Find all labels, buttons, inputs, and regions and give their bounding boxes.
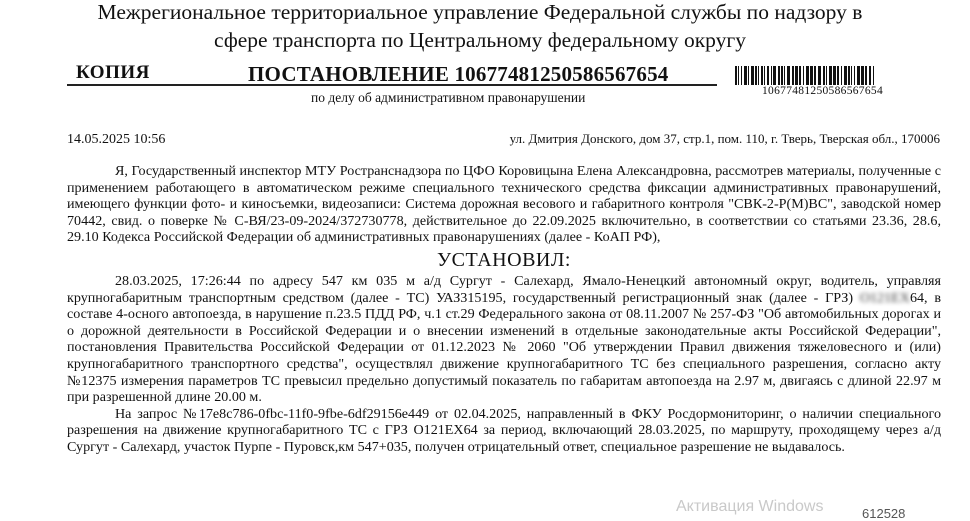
barcode-bar bbox=[861, 66, 864, 85]
document-body bbox=[67, 163, 941, 456]
barcode-bar bbox=[748, 66, 749, 85]
barcode-bar bbox=[751, 66, 754, 85]
barcode-number: 10677481250586567654 bbox=[762, 85, 883, 97]
barcode-bar bbox=[826, 66, 827, 85]
barcode-bar bbox=[799, 66, 801, 85]
barcode-bar bbox=[851, 66, 852, 85]
barcode-bar bbox=[806, 66, 809, 85]
violation-paragraph bbox=[67, 273, 941, 406]
barcode-bar bbox=[781, 66, 783, 85]
authority-line-1: Межрегиональное территориальное управление Федеральной службы по надзору в bbox=[97, 0, 863, 24]
barcode-bar bbox=[823, 66, 825, 85]
violation-text-end: 64, в составе 4-осного автопоезда, в нарушение п.23.5 ПДД РФ, ч.1 ст.29 Федерального закона от 08.11.2007 № 257-ФЗ "Об автомобильных дорогах и о дорожной деятельности в Российской Федерации и о внесении изменений в отдельные законодательные акты Российской Федерации", постановления Правительства Российской Федерации от 01.12.2023 № 2060 "Об утверждении Правил движения тяжеловесного и (или) крупногабаритного транспортного средства", осуществлял движение крупногабаритного ТС без специального разрешения, согласно акту №12375 измерения параметров ТС превысил предельно допустимый показатель по габаритам автопоезда на 2.97 м, двигаясь с длиной 22.97 м при разрешенной длине 20.00 м. bbox=[67, 289, 941, 406]
barcode-bar bbox=[792, 66, 794, 85]
redacted-plate: О121ЕХ bbox=[859, 289, 910, 306]
barcode-bar bbox=[784, 66, 785, 85]
document-address: ул. Дмитрия Донского, дом 37, стр.1, пом. 110, г. Тверь, Тверская обл., 170006 bbox=[509, 131, 940, 146]
violation-text-start: 28.03.2025, 17:26:44 по адресу 547 км 035 м а/д Сургут - Салехард, Ямало-Ненецкий автономный округ, водитель, управляя крупногабаритным транспортным средством (далее - ТС) УАЗ315195, государственный регистрационный знак (далее - ГРЗ) bbox=[67, 272, 941, 306]
barcode-bar bbox=[841, 66, 842, 85]
barcode-bar bbox=[837, 66, 839, 85]
request-paragraph: На запрос №17е8с786-0fbc-11f0-9fbe-6df29156e449 от 02.04.2025, направленный в ФКУ Росдормониторинг, о наличии специального разрешения на движение крупногабаритного ТС с ГРЗ О121ЕХ64 за период, включающий 28.03.2025, по маршруту, проходящему через а/д Сургут - Салехард, участок Пурпе - Пуровск,км 547+035, получен отрицательный ответ, специальное разрешение не выдавалось. bbox=[67, 405, 941, 455]
barcode-bar bbox=[764, 66, 765, 85]
barcode-bar bbox=[761, 66, 763, 85]
barcode-bar bbox=[810, 66, 813, 85]
intro-paragraph: Я, Государственный инспектор МТУ Ространснадзора по ЦФО Коровицына Елена Александровна, рассмотрев материалы, полученные с применением работающего в автоматическом режиме специального технического средства фиксации административных правонарушений, имеющего функции фото- и киносъемки, видеозаписи: Система дорожная весового и габаритного контроля "СВК-2-Р(М)ВС", заводской номер 70442, свид. о поверке № С-ВЯ/23-09-2024/372730778, действительное до 22.09.2025 включительно, в соответствии со статьями 23.36, 28.6, 29.10 Кодекса Российской Федерации об административных правонарушениях (далее - КоАП РФ), bbox=[67, 163, 941, 246]
barcode-bar bbox=[787, 66, 790, 85]
authority-line-2: сфере транспорта по Центральному федеральному округу bbox=[214, 28, 746, 52]
barcode-bar bbox=[818, 66, 821, 85]
barcode-bar bbox=[755, 66, 757, 85]
section-heading: УСТАНОВИЛ: bbox=[437, 248, 571, 271]
barcode-bar bbox=[869, 66, 871, 85]
document-date: 14.05.2025 10:56 bbox=[67, 132, 166, 147]
barcode-bar bbox=[778, 66, 780, 85]
barcode-bar bbox=[738, 66, 739, 85]
barcode-bar bbox=[848, 66, 850, 85]
barcode-bar bbox=[795, 66, 798, 85]
barcode-bar bbox=[873, 66, 874, 85]
barcode-bar bbox=[844, 66, 847, 85]
document-subtitle: по делу об административном правонарушении bbox=[311, 90, 586, 105]
barcode-bar bbox=[758, 66, 759, 85]
os-activation-watermark: Активация Windows bbox=[676, 498, 824, 515]
barcode-bar bbox=[735, 66, 737, 85]
corner-fragment: 612528 bbox=[862, 506, 906, 521]
barcode bbox=[735, 66, 930, 85]
issuing-authority bbox=[40, 0, 920, 54]
barcode-bar bbox=[854, 66, 855, 85]
barcode-bar bbox=[865, 66, 867, 85]
barcode-bar bbox=[803, 66, 804, 85]
barcode-bar bbox=[741, 66, 742, 85]
barcode-bar bbox=[829, 66, 832, 85]
copy-label: КОПИЯ bbox=[76, 62, 150, 83]
barcode-bar bbox=[814, 66, 816, 85]
barcode-bar bbox=[744, 66, 747, 85]
document-title: ПОСТАНОВЛЕНИЕ 10677481250586567654 bbox=[248, 62, 669, 86]
barcode-bar bbox=[767, 66, 769, 85]
barcode-bar bbox=[771, 66, 772, 85]
barcode-bar bbox=[857, 66, 860, 85]
barcode-bar bbox=[773, 66, 776, 85]
barcode-bar bbox=[833, 66, 836, 85]
